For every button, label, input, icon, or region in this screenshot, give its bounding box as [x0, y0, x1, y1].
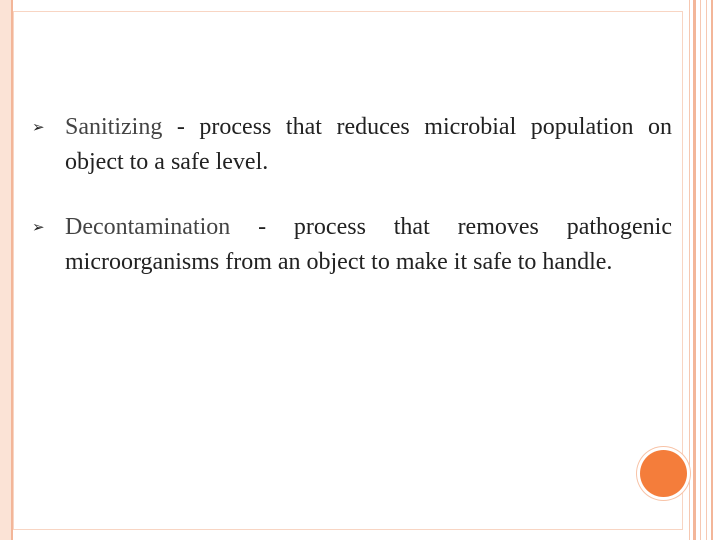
bullet-text	[65, 110, 672, 180]
bullet-term: Sanitizing	[65, 114, 163, 140]
bullet-decontamination	[32, 210, 672, 280]
right-frame-line	[711, 0, 713, 540]
bullet-definition: - process that removes pathogenic microorganisms from an object to make it safe to handle.	[65, 214, 672, 275]
left-frame-band	[0, 0, 11, 540]
arrow-bullet-icon: ➢	[32, 218, 45, 236]
right-frame-line	[700, 0, 701, 540]
bullet-definition: - process that reduces microbial population on object to a safe level.	[65, 114, 672, 175]
bullet-text	[65, 210, 672, 280]
arrow-bullet-icon: ➢	[32, 118, 45, 136]
decorative-circle	[640, 450, 687, 497]
bullet-sanitizing	[32, 110, 672, 180]
right-frame-line	[689, 0, 690, 540]
right-frame-line	[706, 0, 707, 540]
bullet-list	[32, 110, 672, 280]
right-frame-line	[693, 0, 696, 540]
bullet-term: Decontamination	[65, 214, 231, 240]
